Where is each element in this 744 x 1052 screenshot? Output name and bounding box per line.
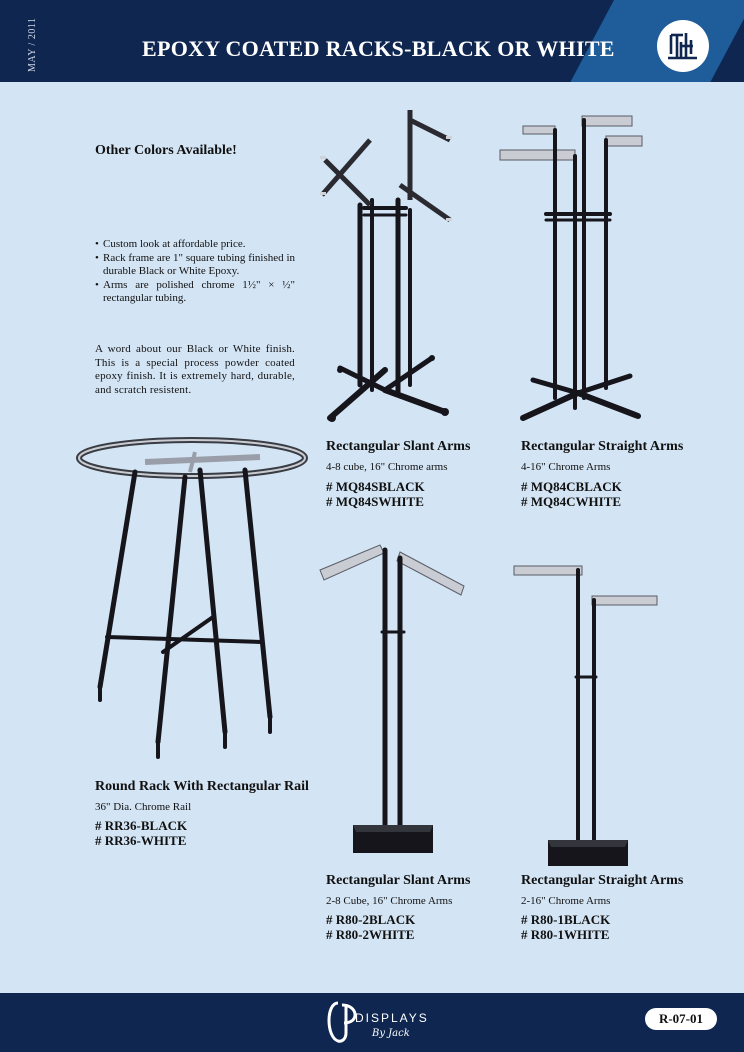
product-sku-black: # R80-1BLACK — [521, 912, 611, 927]
straight-arm-2way-rack-image — [512, 562, 662, 867]
product-description: 4-8 cube, 16" Chrome arms — [326, 461, 448, 473]
product-name: Rectangular Slant Arms — [326, 873, 471, 888]
finish-description: A word about our Black or White finish. This is a special process powder coated epoxy finish. It is extremely hard, durable, and scratch resistent. — [95, 343, 295, 396]
feature-item: • Rack frame are 1" square tubing finished in durable Black or White Epoxy. — [95, 252, 295, 279]
product-description: 36" Dia. Chrome Rail — [95, 801, 192, 813]
product-name: Rectangular Straight Arms — [521, 873, 684, 888]
brand-logo-icon — [657, 20, 709, 72]
feature-item: • Custom look at affordable price. — [95, 238, 295, 252]
intro-heading: Other Colors Available! — [95, 143, 237, 158]
straight-arm-4way-rack-image — [498, 108, 643, 428]
product-sku-black: # MQ84SBLACK — [326, 479, 425, 494]
product-description: 4-16" Chrome Arms — [521, 461, 611, 473]
product-sku-black: # RR36-BLACK — [95, 818, 188, 833]
product-sku-white: # MQ84CWHITE — [521, 494, 622, 509]
product-sku-white: # R80-2WHITE — [326, 927, 415, 942]
brand-tagline: By Jack — [372, 1028, 410, 1039]
page-title: EPOXY COATED RACKS-BLACK OR WHITE — [142, 36, 615, 61]
round-rack-image — [75, 432, 310, 782]
brand-name: DISPLAYS — [355, 1011, 429, 1025]
product-sku-white: # RR36-WHITE — [95, 833, 187, 848]
page-code-badge: R-07-01 — [645, 1008, 717, 1030]
issue-date: MAY / 2011 — [27, 17, 38, 73]
feature-list — [95, 238, 295, 306]
product-description: 2-16" Chrome Arms — [521, 895, 611, 907]
slant-arm-2way-rack-image — [318, 540, 468, 860]
product-sku-white: # MQ84SWHITE — [326, 494, 424, 509]
product-name: Rectangular Slant Arms — [326, 439, 471, 454]
product-sku-black: # R80-2BLACK — [326, 912, 416, 927]
product-name: Rectangular Straight Arms — [521, 439, 684, 454]
product-sku-white: # R80-1WHITE — [521, 927, 610, 942]
feature-item: • Arms are polished chrome 1½" × ½" rectangular tubing. — [95, 279, 295, 306]
product-description: 2-8 Cube, 16" Chrome Arms — [326, 895, 453, 907]
product-sku-black: # MQ84CBLACK — [521, 479, 622, 494]
product-name: Round Rack With Rectangular Rail — [95, 779, 309, 794]
slant-arm-4way-rack-image — [310, 100, 460, 430]
